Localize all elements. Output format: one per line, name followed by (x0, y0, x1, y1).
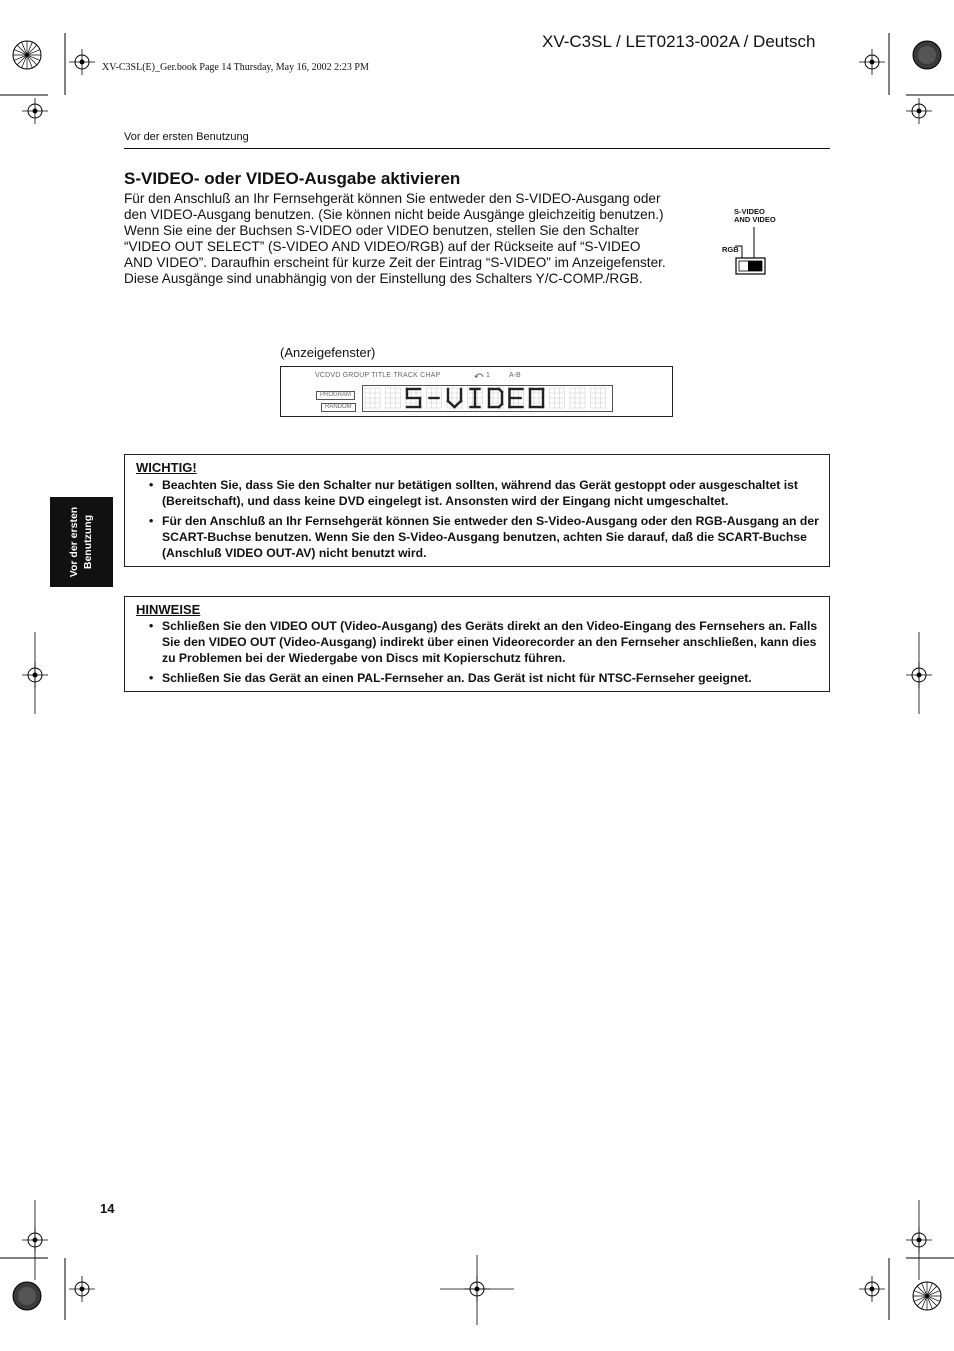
notes-item-1: • Schließen Sie den VIDEO OUT (Video-Ausgang) des Geräts direkt an den Video-Eingang des Fernsehers an. Falls Sie den VIDEO OUT (Video-Ausgang) indirekt über einen Videorecorder an den Fernseher anschließen, kann dies zu Problemen bei der Wiedergabe von Discs mit Kopierschutz führen. (150, 618, 819, 666)
document-id: XV-C3SL / LET0213-002A / Deutsch (542, 32, 816, 51)
section-body (124, 191, 669, 287)
page-number: 14 (100, 1201, 115, 1216)
section-title: S-VIDEO- oder VIDEO-Ausgabe aktivieren (124, 169, 461, 188)
display-indicators: VCDVD GROUP TITLE TRACK CHAP (315, 372, 441, 379)
important-box (124, 454, 830, 567)
important-item-1: • Beachten Sie, dass Sie den Schalter nur betätigen sollten, während das Gerät gestoppt oder ausgeschaltet ist (Bereitschaft), und dass keine DVD eingelegt ist. Ansonsten wird der Eingang nicht umgeschaltet. (150, 477, 819, 509)
notes-item-2: • Schließen Sie das Gerät an einen PAL-Fernseher an. Das Gerät ist nicht für NTSC-Fernseher geeignet. (150, 670, 819, 686)
lcd-segments (363, 386, 612, 411)
important-item-2: • Für den Anschluß an Ihr Fernsehgerät können Sie entweder den S-Video-Ausgang oder den RGB-Ausgang an der SCART-Buchse benutzen. Wenn Sie den S-Video-Ausgang benutzen, achten Sie darauf, daß die SCART-Buchse (Anschluß VIDEO OUT-AV) nicht benutzt wird. (150, 513, 819, 561)
paragraph-2: Wenn Sie eine der Buchsen S-VIDEO oder VIDEO benutzen, stellen Sie den Schalter “VIDEO OUT SELECT” (S-VIDEO AND VIDEO/RGB) auf der Rückseite auf “S-VIDEO AND VIDEO”. Daraufhin erscheint für kurze Zeit der Eintrag “S-VIDEO” im Anzeigefenster. Diese Ausgänge sind unabhängig von der Einstellung des Schalters Y/C-COMP./RGB. (124, 223, 666, 286)
registration-target-bottom-right (913, 1282, 941, 1310)
important-list (150, 477, 819, 565)
notes-box (124, 596, 830, 692)
registration-target-top-left (13, 41, 41, 69)
repeat-icon (474, 371, 485, 380)
book-info: XV-C3SL(E)_Ger.book Page 14 Thursday, May 16, 2002 2:23 PM (102, 62, 369, 73)
program-tag: PROGRAM (316, 391, 355, 400)
random-tag: RANDOM (321, 403, 356, 412)
notes-list (150, 618, 819, 690)
side-tab-label: Vor der ersten Benutzung (68, 506, 94, 578)
display-caption: (Anzeigefenster) (280, 345, 376, 360)
lcd-panel (362, 385, 613, 412)
switch-label-svideo: S-VIDEO AND VIDEO (734, 207, 776, 224)
display-window (280, 366, 673, 417)
running-head: Vor der ersten Benutzung (124, 131, 249, 143)
paragraph-1: Für den Anschluß an Ihr Fernsehgerät können Sie entweder den S-VIDEO-Ausgang oder den VIDEO-Ausgang benutzen. (Sie können nicht beide Ausgänge gleichzeitig benutzen.) (124, 191, 664, 222)
registration-target-bottom-left (13, 1282, 41, 1310)
ab-indicator: A-B (509, 372, 521, 379)
important-heading: WICHTIG! (136, 460, 197, 475)
switch-label-rgb: RGB (722, 245, 739, 254)
registration-target-top-right (913, 41, 941, 69)
video-out-select-switch-icon (734, 226, 768, 278)
header-rule (124, 148, 830, 149)
notes-heading: HINWEISE (136, 602, 201, 617)
repeat-indicator: 1 (486, 372, 490, 379)
